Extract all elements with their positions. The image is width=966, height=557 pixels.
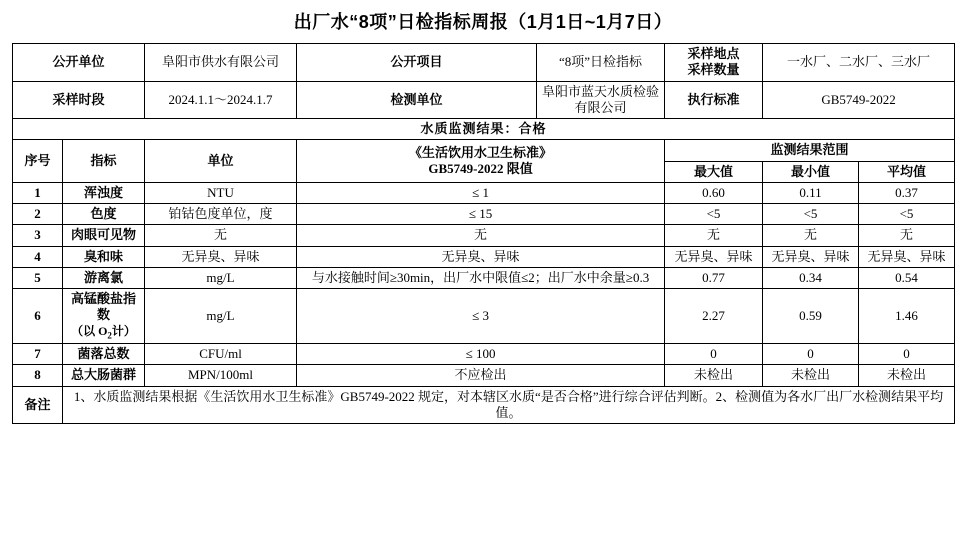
cell-avg: 1.46 [859,289,955,344]
cell-unit: CFU/ml [145,344,297,365]
cell-avg: 0 [859,344,955,365]
cell-min: 无异臭、异味 [763,246,859,267]
cell-max: 无 [665,225,763,246]
cell-limit: 不应检出 [297,365,665,386]
cell-avg: 0.54 [859,267,955,288]
header-index: 序号 [13,140,63,183]
cell-max: 0.77 [665,267,763,288]
value-test-unit: 阜阳市蓝天水质检验有限公司 [537,81,665,119]
cell-index: 2 [13,204,63,225]
cell-min: 0.11 [763,182,859,203]
header-range-group: 监测结果范围 [665,140,955,161]
cell-indicator: 浑浊度 [63,182,145,203]
cell-indicator: 菌落总数 [63,344,145,365]
table-row [13,204,955,225]
info-row-2 [13,81,955,119]
cell-max: <5 [665,204,763,225]
header-avg: 平均值 [859,161,955,182]
value-public-unit: 阜阳市供水有限公司 [145,44,297,82]
cell-limit: ≤ 3 [297,289,665,344]
table-row [13,246,955,267]
cell-avg: <5 [859,204,955,225]
cell-max: 0.60 [665,182,763,203]
cell-min: 0.34 [763,267,859,288]
cell-min: 未检出 [763,365,859,386]
table-row [13,225,955,246]
cell-indicator-line2 [67,324,140,342]
cell-unit: 无 [145,225,297,246]
cell-max: 无异臭、异味 [665,246,763,267]
cell-max: 0 [665,344,763,365]
cell-min: 0 [763,344,859,365]
header-standard-line1: 《生活饮用水卫生标准》 [409,144,553,160]
value-standard: GB5749-2022 [763,81,955,119]
cell-limit: ≤ 100 [297,344,665,365]
cell-indicator: 肉眼可见物 [63,225,145,246]
header-max: 最大值 [665,161,763,182]
cell-indicator: 游离氯 [63,267,145,288]
info-row-1 [13,44,955,82]
cell-unit: MPN/100ml [145,365,297,386]
note-text: 1、水质监测结果根据《生活饮用水卫生标准》GB5749-2022 规定，对本辖区水质“是否合格”进行综合评估判断。2、检测值为各水厂出厂水检测结果平均值。 [63,386,955,424]
cell-avg: 无异臭、异味 [859,246,955,267]
cell-index: 1 [13,182,63,203]
cell-avg: 未检出 [859,365,955,386]
cell-limit: ≤ 1 [297,182,665,203]
report-table [12,43,955,424]
table-header-row-1 [13,140,955,161]
cell-unit: NTU [145,182,297,203]
indicator-prefix: （以 O [71,323,108,338]
note-row [13,386,955,424]
label-standard: 执行标准 [665,81,763,119]
value-sample-period: 2024.1.1～2024.1.7 [145,81,297,119]
cell-min: 0.59 [763,289,859,344]
cell-limit: 无异臭、异味 [297,246,665,267]
cell-min: 无 [763,225,859,246]
cell-unit: mg/L [145,289,297,344]
cell-indicator: 臭和味 [63,246,145,267]
label-sample-period: 采样时段 [13,81,145,119]
cell-avg: 无 [859,225,955,246]
cell-limit: 与水接触时间≥30min，出厂水中限值≤2；出厂水中余量≥0.3 [297,267,665,288]
header-standard-line2: GB5749-2022 限值 [428,161,533,176]
note-label: 备注 [13,386,63,424]
label-public-project: 公开项目 [297,44,537,82]
value-public-project: “8项”日检指标 [537,44,665,82]
header-min: 最小值 [763,161,859,182]
cell-max: 未检出 [665,365,763,386]
table-row [13,182,955,203]
header-unit: 单位 [145,140,297,183]
water-quality-result: 水质监测结果：合格 [13,119,955,140]
cell-max: 2.27 [665,289,763,344]
table-row [13,344,955,365]
cell-index: 6 [13,289,63,344]
value-sample-site: 一水厂、二水厂、三水厂 [763,44,955,82]
cell-index: 4 [13,246,63,267]
label-sample-site-count [665,44,763,82]
indicator-subscript: 2 [107,329,112,340]
cell-indicator [63,289,145,344]
cell-min: <5 [763,204,859,225]
cell-index: 3 [13,225,63,246]
header-indicator: 指标 [63,140,145,183]
label-sample-count: 采样数量 [687,62,740,78]
cell-index: 7 [13,344,63,365]
header-standard [297,140,665,183]
table-row [13,365,955,386]
cell-indicator-line1: 高锰酸盐指数 [71,291,137,323]
cell-limit: ≤ 15 [297,204,665,225]
cell-unit: 无异臭、异味 [145,246,297,267]
cell-index: 8 [13,365,63,386]
cell-unit: mg/L [145,267,297,288]
result-row [13,119,955,140]
indicator-suffix: 计） [111,323,136,338]
cell-avg: 0.37 [859,182,955,203]
cell-limit: 无 [297,225,665,246]
label-sample-site: 采样地点 [687,46,740,61]
page-title: 出厂水“8项”日检指标周报（1月1日~1月7日） [293,12,673,32]
cell-indicator: 总大肠菌群 [63,365,145,386]
cell-unit: 铂钴色度单位，度 [145,204,297,225]
table-row [13,267,955,288]
label-test-unit: 检测单位 [297,81,537,119]
table-row [13,289,955,344]
cell-indicator: 色度 [63,204,145,225]
cell-index: 5 [13,267,63,288]
label-public-unit: 公开单位 [13,44,145,82]
